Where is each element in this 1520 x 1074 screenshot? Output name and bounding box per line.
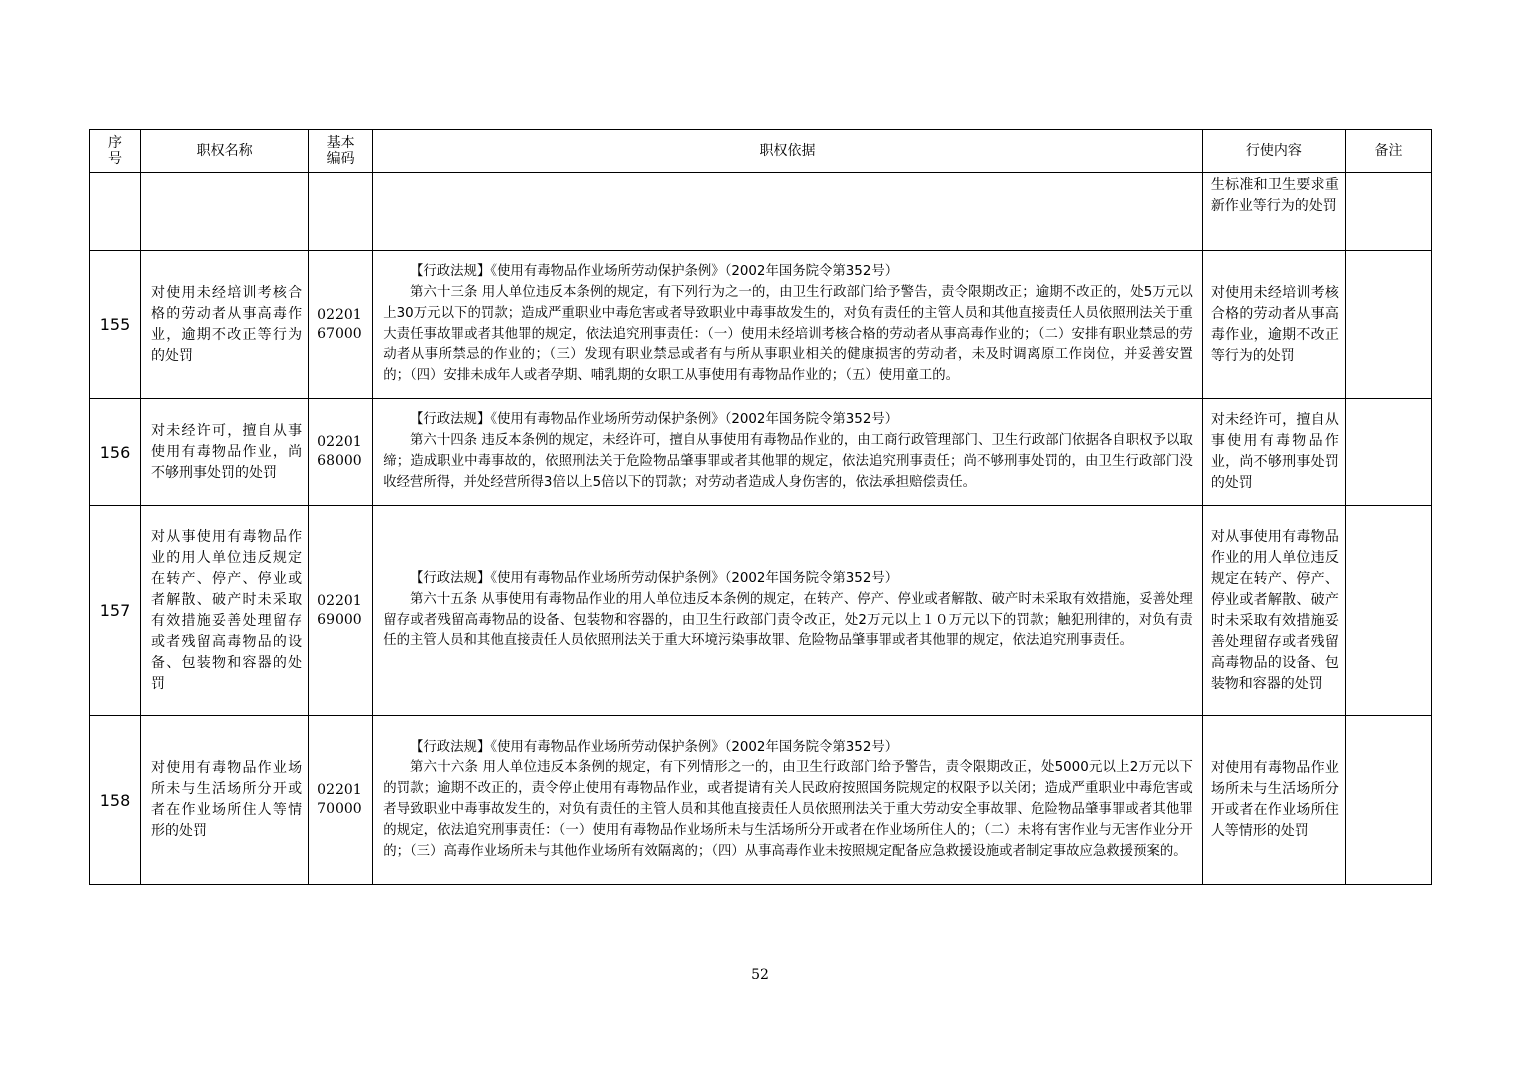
table-row (90, 251, 1432, 399)
cell-content: 对使用有毒物品作业场所未与生活场所分开或者在作业场所住人等情形的处罚 (1202, 716, 1345, 885)
law-citation: 【行政法规】《使用有毒物品作业场所劳动保护条例》（2002年国务院令第352号） (410, 739, 899, 755)
cell-seq: 158 (90, 716, 141, 885)
law-citation: 【行政法规】《使用有毒物品作业场所劳动保护条例》（2002年国务院令第352号） (410, 570, 899, 586)
cell-seq: 156 (90, 399, 141, 506)
header-name: 职权名称 (141, 130, 309, 173)
cell-seq: 155 (90, 251, 141, 399)
cell-code (309, 399, 373, 506)
cell-name: 对使用有毒物品作业场所未与生活场所分开或者在作业场所住人等情形的处罚 (141, 716, 309, 885)
cell-content: 对使用未经培训考核合格的劳动者从事高毒作业，逾期不改正等行为的处罚 (1202, 251, 1345, 399)
law-article: 第六十四条 违反本条例的规定，未经许可，擅自从事使用有毒物品作业的，由工商行政管理部门、卫生行政部门依据各自职权予以取缔；造成职业中毒事故的，依照刑法关于危险物品肇事罪或者其他罪的规定，依法追究刑事责任；尚不够刑事处罚的，由卫生行政部门没收经营所得，并处经营所得3倍以上5倍以下的罚款；对劳动者造成人身伤害的，依法承担赔偿责任。 (383, 433, 1193, 490)
cell-seq (90, 173, 141, 251)
cell-note (1345, 506, 1431, 716)
cell-name (141, 173, 309, 251)
cell-name: 对未经许可，擅自从事使用有毒物品作业，尚不够刑事处罚的处罚 (141, 399, 309, 506)
law-citation: 【行政法规】《使用有毒物品作业场所劳动保护条例》（2002年国务院令第352号） (410, 264, 899, 280)
code-line-2: 68000 (317, 453, 362, 469)
cell-basis (373, 399, 1203, 506)
header-seq (90, 130, 141, 173)
law-citation: 【行政法规】《使用有毒物品作业场所劳动保护条例》（2002年国务院令第352号） (410, 412, 899, 428)
code-line-1: 02201 (317, 306, 362, 323)
cell-content: 生标准和卫生要求重新作业等行为的处罚 (1202, 173, 1345, 251)
cell-content: 对从事使用有毒物品作业的用人单位违反规定在转产、停产、停业或者解散、破产时未采取有效措施妥善处理留存或者残留高毒物品的设备、包装物和容器的处罚 (1202, 506, 1345, 716)
cell-note (1345, 251, 1431, 399)
cell-basis (373, 173, 1203, 251)
law-article: 第六十三条 用人单位违反本条例的规定，有下列行为之一的，由卫生行政部门给予警告，责令限期改正；逾期不改正的，处5万元以上30万元以下的罚款；造成严重职业中毒危害或者导致职业中毒事故发生的，对负有责任的主管人员和其他直接责任人员依照刑法关于重大责任事故罪或者其他罪的规定，依法追究刑事责任：（一）使用未经培训考核合格的劳动者从事高毒作业的；（二）安排有职业禁忌的劳动者从事所禁忌的作业的；（三）发现有职业禁忌或者有与所从事职业相关的健康损害的劳动者，未及时调离原工作岗位，并妥善安置的；（四）安排未成年人或者孕期、哺乳期的女职工从事使用有毒物品作业的；（五）使用童工的。 (383, 284, 1193, 384)
header-code-label: 基本编码 (326, 135, 355, 167)
cell-content: 对未经许可，擅自从事使用有毒物品作业，尚不够刑事处罚的处罚 (1202, 399, 1345, 506)
table-header-row (90, 130, 1432, 173)
cell-basis (373, 251, 1203, 399)
table-row-continuation (90, 173, 1432, 251)
cell-note (1345, 399, 1431, 506)
law-article: 第六十五条 从事使用有毒物品作业的用人单位违反本条例的规定，在转产、停产、停业或者解散、破产时未采取有效措施，妥善处理留存或者残留高毒物品的设备、包装物和容器的，由卫生行政部门责令改正，处2万元以上１０万元以下的罚款；触犯刑律的，对负有责任的主管人员和其他直接责任人员依照刑法关于重大环境污染事故罪、危险物品肇事罪或者其他罪的规定，依法追究刑事责任。 (383, 591, 1193, 649)
page-number: 52 (751, 967, 769, 983)
cell-note (1345, 173, 1431, 251)
header-note: 备注 (1345, 130, 1431, 173)
header-basis: 职权依据 (373, 130, 1203, 173)
code-line-1: 02201 (317, 782, 362, 798)
cell-code (309, 506, 373, 716)
header-code (309, 130, 373, 173)
powers-table (89, 129, 1432, 885)
cell-code (309, 173, 373, 251)
cell-code (309, 251, 373, 399)
code-line-1: 02201 (317, 592, 362, 609)
code-line-2: 67000 (317, 325, 362, 342)
code-line-2: 70000 (317, 801, 362, 817)
cell-name: 对从事使用有毒物品作业的用人单位违反规定在转产、停产、停业或者解散、破产时未采取有效措施妥善处理留存或者残留高毒物品的设备、包装物和容器的处罚 (141, 506, 309, 716)
code-line-1: 02201 (317, 434, 362, 450)
cell-basis (373, 716, 1203, 885)
cell-code (309, 716, 373, 885)
cell-note (1345, 716, 1431, 885)
header-content: 行使内容 (1202, 130, 1345, 173)
cell-seq: 157 (90, 506, 141, 716)
law-article: 第六十六条 用人单位违反本条例的规定，有下列情形之一的，由卫生行政部门给予警告，责令限期改正，处5000元以上2万元以下的罚款；逾期不改正的，责令停止使用有毒物品作业，或者提请有关人民政府按照国务院规定的权限予以关闭；造成严重职业中毒危害或者导致职业中毒事故发生的，对负有责任的主管人员和其他直接责任人员依照刑法关于重大劳动安全事故罪、危险物品肇事罪或者其他罪的规定，依法追究刑事责任：（一）使用有毒物品作业场所未与生活场所分开或者在作业场所住人的；（二）未将有害作业与无害作业分开的；（三）高毒作业场所未与其他作业场所有效隔离的；（四）从事高毒作业未按照规定配备应急救援设施或者制定事故应急救援预案的。 (383, 760, 1193, 859)
header-seq-label: 序号 (108, 135, 123, 167)
table-row (90, 399, 1432, 506)
table-row (90, 506, 1432, 716)
table-row (90, 716, 1432, 885)
cell-name: 对使用未经培训考核合格的劳动者从事高毒作业，逾期不改正等行为的处罚 (141, 251, 309, 399)
code-line-2: 69000 (317, 611, 362, 628)
cell-basis (373, 506, 1203, 716)
